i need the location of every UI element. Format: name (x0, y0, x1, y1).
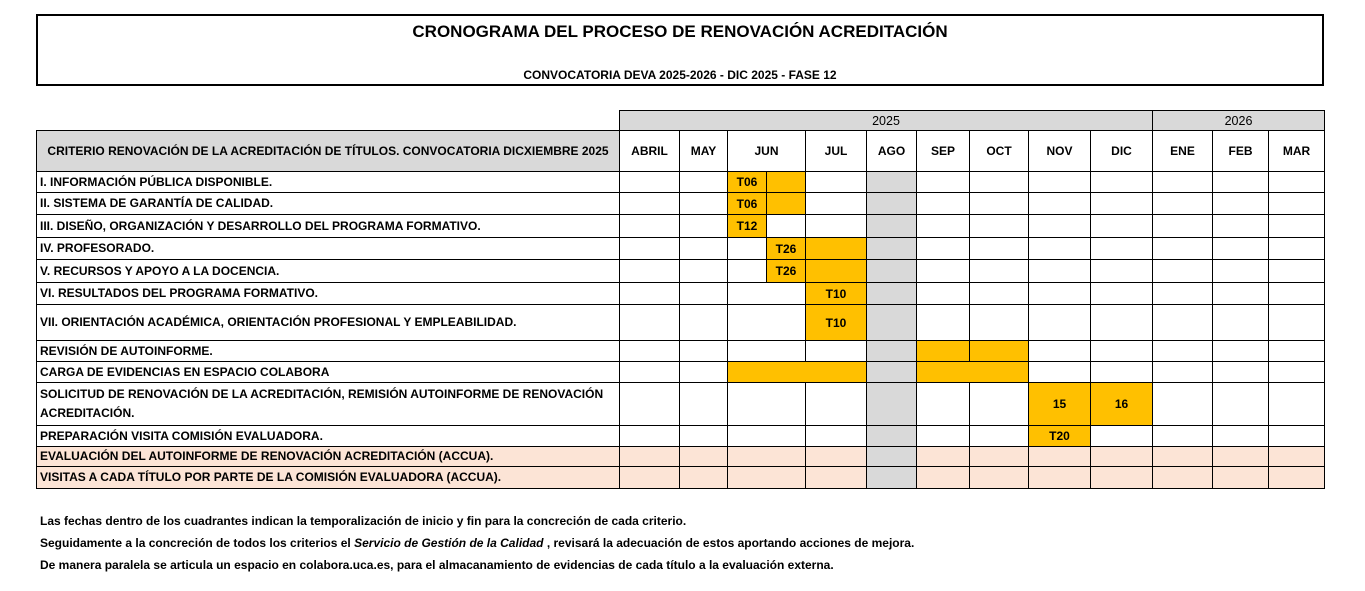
month-header-dic: DIC (1090, 130, 1153, 172)
schedule-cell (969, 259, 1029, 283)
schedule-cell (679, 304, 728, 341)
schedule-cell (1090, 361, 1153, 383)
schedule-cell (969, 237, 1029, 260)
schedule-cell (1152, 361, 1213, 383)
month-header-may: MAY (679, 130, 728, 172)
schedule-cell (619, 237, 680, 260)
schedule-cell (1268, 361, 1325, 383)
schedule-cell (679, 340, 728, 362)
schedule-cell (1268, 282, 1325, 305)
schedule-cell (1090, 446, 1153, 467)
schedule-fill (805, 237, 867, 260)
schedule-cell (1090, 340, 1153, 362)
schedule-cell (866, 382, 917, 426)
schedule-cell (1152, 425, 1213, 447)
criterion-row-label: EVALUACIÓN DEL AUTOINFORME DE RENOVACIÓN ACREDITACIÓN (ACCUA). (36, 446, 620, 467)
schedule-cell (619, 340, 680, 362)
schedule-cell (619, 361, 680, 383)
criterion-row-label: III. DISEÑO, ORGANIZACIÓN Y DESARROLLO DEL PROGRAMA FORMATIVO. (36, 214, 620, 238)
schedule-cell (1152, 171, 1213, 193)
criterion-row-label: I. INFORMACIÓN PÚBLICA DISPONIBLE. (36, 171, 620, 193)
schedule-cell (1028, 259, 1091, 283)
schedule-cell (1212, 171, 1269, 193)
note-3: De manera paralela se articula un espacio en colabora.uca.es, para el almacanamiento de evidencias de cada título a la evaluación externa. (40, 558, 834, 572)
schedule-cell (679, 214, 728, 238)
schedule-fill (969, 340, 1029, 362)
schedule-cell (969, 382, 1029, 426)
schedule-cell (679, 259, 728, 283)
year-header-2026: 2026 (1152, 110, 1325, 131)
schedule-cell (916, 466, 970, 489)
schedule-cell (866, 466, 917, 489)
schedule-cell (866, 446, 917, 467)
schedule-cell (1152, 340, 1213, 362)
schedule-cell (1212, 304, 1269, 341)
schedule-cell (1028, 171, 1091, 193)
schedule-cell (679, 425, 728, 447)
schedule-cell (1090, 259, 1153, 283)
schedule-cell (1268, 259, 1325, 283)
title-box (36, 14, 1324, 86)
schedule-cell (866, 259, 917, 283)
schedule-cell (619, 466, 680, 489)
schedule-fill (766, 214, 806, 238)
month-header-nov: NOV (1028, 130, 1091, 172)
criterion-row-label: SOLICITUD DE RENOVACIÓN DE LA ACREDITACIÓN, REMISIÓN AUTOINFORME DE RENOVACIÓN ACREDITACIÓN. (36, 382, 620, 426)
schedule-cell (916, 382, 970, 426)
schedule-mark: T26 (766, 259, 806, 283)
criterion-row-label: II. SISTEMA DE GARANTÍA DE CALIDAD. (36, 192, 620, 215)
schedule-cell (1268, 237, 1325, 260)
schedule-cell (619, 214, 680, 238)
schedule-cell (916, 304, 970, 341)
schedule-cell (679, 282, 728, 305)
schedule-cell (727, 446, 806, 467)
month-header-ene: ENE (1152, 130, 1213, 172)
schedule-cell (619, 446, 680, 467)
schedule-cell (805, 214, 867, 238)
schedule-cell (727, 340, 806, 362)
schedule-cell (1152, 237, 1213, 260)
schedule-cell (1212, 466, 1269, 489)
criterion-row-label: VISITAS A CADA TÍTULO POR PARTE DE LA COMISIÓN EVALUADORA (ACCUA). (36, 466, 620, 489)
month-header-sep: SEP (916, 130, 970, 172)
schedule-cell (969, 171, 1029, 193)
page-subtitle: CONVOCATORIA DEVA 2025-2026 - DIC 2025 - FASE 12 (523, 68, 837, 82)
schedule-cell (969, 446, 1029, 467)
schedule-fill (766, 171, 806, 193)
month-header-abril: ABRIL (619, 130, 680, 172)
schedule-fill (727, 259, 767, 283)
schedule-cell (866, 192, 917, 215)
month-header-oct: OCT (969, 130, 1029, 172)
schedule-cell (727, 466, 806, 489)
criterion-row-label: IV. PROFESORADO. (36, 237, 620, 260)
schedule-cell (805, 171, 867, 193)
schedule-cell (679, 361, 728, 383)
schedule-cell (969, 282, 1029, 305)
schedule-mark: T06 (727, 192, 767, 215)
page-title: CRONOGRAMA DEL PROCESO DE RENOVACIÓN ACREDITACIÓN (412, 22, 948, 41)
schedule-cell (1028, 282, 1091, 305)
schedule-cell (866, 425, 917, 447)
schedule-fill (727, 361, 867, 383)
schedule-cell (1268, 466, 1325, 489)
schedule-cell (1212, 214, 1269, 238)
schedule-cell (1152, 282, 1213, 305)
schedule-cell (866, 282, 917, 305)
schedule-mark: T20 (1028, 425, 1091, 447)
schedule-cell (1212, 192, 1269, 215)
schedule-cell (1152, 382, 1213, 426)
schedule-cell (866, 304, 917, 341)
schedule-mark: T06 (727, 171, 767, 193)
schedule-cell (1090, 304, 1153, 341)
criterion-row-label: VI. RESULTADOS DEL PROGRAMA FORMATIVO. (36, 282, 620, 305)
schedule-cell (679, 171, 728, 193)
schedule-fill (766, 192, 806, 215)
schedule-cell (1268, 382, 1325, 426)
notes (40, 510, 914, 576)
schedule-cell (1212, 446, 1269, 467)
schedule-cell (805, 382, 867, 426)
schedule-cell (969, 425, 1029, 447)
schedule-cell (1212, 282, 1269, 305)
schedule-cell (916, 446, 970, 467)
schedule-mark: T12 (727, 214, 767, 238)
schedule-cell (1268, 340, 1325, 362)
schedule-cell (727, 425, 806, 447)
schedule-cell (1152, 466, 1213, 489)
schedule-fill (916, 340, 970, 362)
schedule-cell (1268, 304, 1325, 341)
service-name: Servicio de Gestión de la Calidad (354, 536, 544, 550)
note-1: Las fechas dentro de los cuadrantes indican la temporalización de inicio y fin para la concreción de cada criterio. (40, 514, 687, 528)
schedule-mark: 16 (1090, 382, 1153, 426)
schedule-cell (1268, 192, 1325, 215)
schedule-fill (805, 259, 867, 283)
criterion-row-label: VII. ORIENTACIÓN ACADÉMICA, ORIENTACIÓN PROFESIONAL Y EMPLEABILIDAD. (36, 304, 620, 341)
schedule-cell (866, 361, 917, 383)
schedule-cell (1028, 214, 1091, 238)
schedule-cell (1212, 237, 1269, 260)
schedule-cell (805, 192, 867, 215)
schedule-cell (1268, 214, 1325, 238)
schedule-cell (969, 466, 1029, 489)
schedule-cell (1028, 466, 1091, 489)
schedule-cell (805, 446, 867, 467)
schedule-cell (1028, 304, 1091, 341)
schedule-cell (916, 214, 970, 238)
schedule-cell (1152, 214, 1213, 238)
schedule-cell (1152, 192, 1213, 215)
schedule-cell (916, 192, 970, 215)
schedule-cell (619, 425, 680, 447)
schedule-cell (1028, 192, 1091, 215)
schedule-cell (866, 340, 917, 362)
schedule-cell (727, 382, 806, 426)
schedule-cell (1212, 361, 1269, 383)
criterion-row-label: PREPARACIÓN VISITA COMISIÓN EVALUADORA. (36, 425, 620, 447)
schedule-fill (727, 237, 767, 260)
month-header-ago: AGO (866, 130, 917, 172)
schedule-cell (1212, 259, 1269, 283)
schedule-cell (866, 214, 917, 238)
schedule-mark: T26 (766, 237, 806, 260)
schedule-cell (805, 425, 867, 447)
schedule-cell (679, 446, 728, 467)
criteria-header: CRITERIO RENOVACIÓN DE LA ACREDITACIÓN DE TÍTULOS. CONVOCATORIA DICXIEMBRE 2025 (36, 130, 620, 172)
schedule-cell (619, 382, 680, 426)
schedule-cell (1090, 192, 1153, 215)
schedule-cell (969, 192, 1029, 215)
schedule-cell (1090, 425, 1153, 447)
schedule-cell (1028, 361, 1091, 383)
schedule-cell (866, 171, 917, 193)
schedule-cell (727, 304, 806, 341)
schedule-cell (1212, 340, 1269, 362)
schedule-mark: 15 (1028, 382, 1091, 426)
schedule-cell (805, 340, 867, 362)
schedule-cell (1268, 446, 1325, 467)
schedule-cell (1212, 425, 1269, 447)
schedule-cell (916, 259, 970, 283)
schedule-cell (1090, 171, 1153, 193)
schedule-cell (916, 237, 970, 260)
schedule-cell (619, 171, 680, 193)
month-header-jun: JUN (727, 130, 806, 172)
schedule-cell (969, 304, 1029, 341)
schedule-cell (1212, 382, 1269, 426)
schedule-cell (679, 466, 728, 489)
schedule-cell (1090, 282, 1153, 305)
criterion-row-label: CARGA DE EVIDENCIAS EN ESPACIO COLABORA (36, 361, 620, 383)
schedule-cell (1152, 259, 1213, 283)
schedule-cell (619, 282, 680, 305)
schedule-mark: T10 (805, 304, 867, 341)
schedule-cell (679, 237, 728, 260)
schedule-cell (1268, 171, 1325, 193)
schedule-cell (866, 237, 917, 260)
schedule-cell (1028, 446, 1091, 467)
schedule-mark: T10 (805, 282, 867, 305)
schedule-cell (969, 214, 1029, 238)
schedule-cell (916, 425, 970, 447)
schedule-cell (1090, 237, 1153, 260)
schedule-cell (1268, 425, 1325, 447)
schedule-cell (679, 382, 728, 426)
schedule-fill (916, 361, 1029, 383)
month-header-jul: JUL (805, 130, 867, 172)
schedule-cell (1028, 340, 1091, 362)
schedule-cell (805, 466, 867, 489)
year-header-2025: 2025 (619, 110, 1153, 131)
schedule-cell (1090, 466, 1153, 489)
schedule-cell (619, 304, 680, 341)
schedule-cell (916, 282, 970, 305)
criterion-row-label: V. RECURSOS Y APOYO A LA DOCENCIA. (36, 259, 620, 283)
schedule-cell (1090, 214, 1153, 238)
criterion-row-label: REVISIÓN DE AUTOINFORME. (36, 340, 620, 362)
schedule-cell (916, 171, 970, 193)
month-header-feb: FEB (1212, 130, 1269, 172)
schedule-cell (1028, 237, 1091, 260)
schedule-cell (1152, 304, 1213, 341)
note-2: Seguidamente a la concreción de todos los criterios el Servicio de Gestión de la Calidad , revisará la adecuación de estos aportando acciones de mejora. (40, 536, 915, 550)
schedule-cell (1152, 446, 1213, 467)
month-header-mar: MAR (1268, 130, 1325, 172)
schedule-cell (619, 192, 680, 215)
schedule-cell (727, 282, 806, 305)
schedule-cell (619, 259, 680, 283)
schedule-cell (679, 192, 728, 215)
